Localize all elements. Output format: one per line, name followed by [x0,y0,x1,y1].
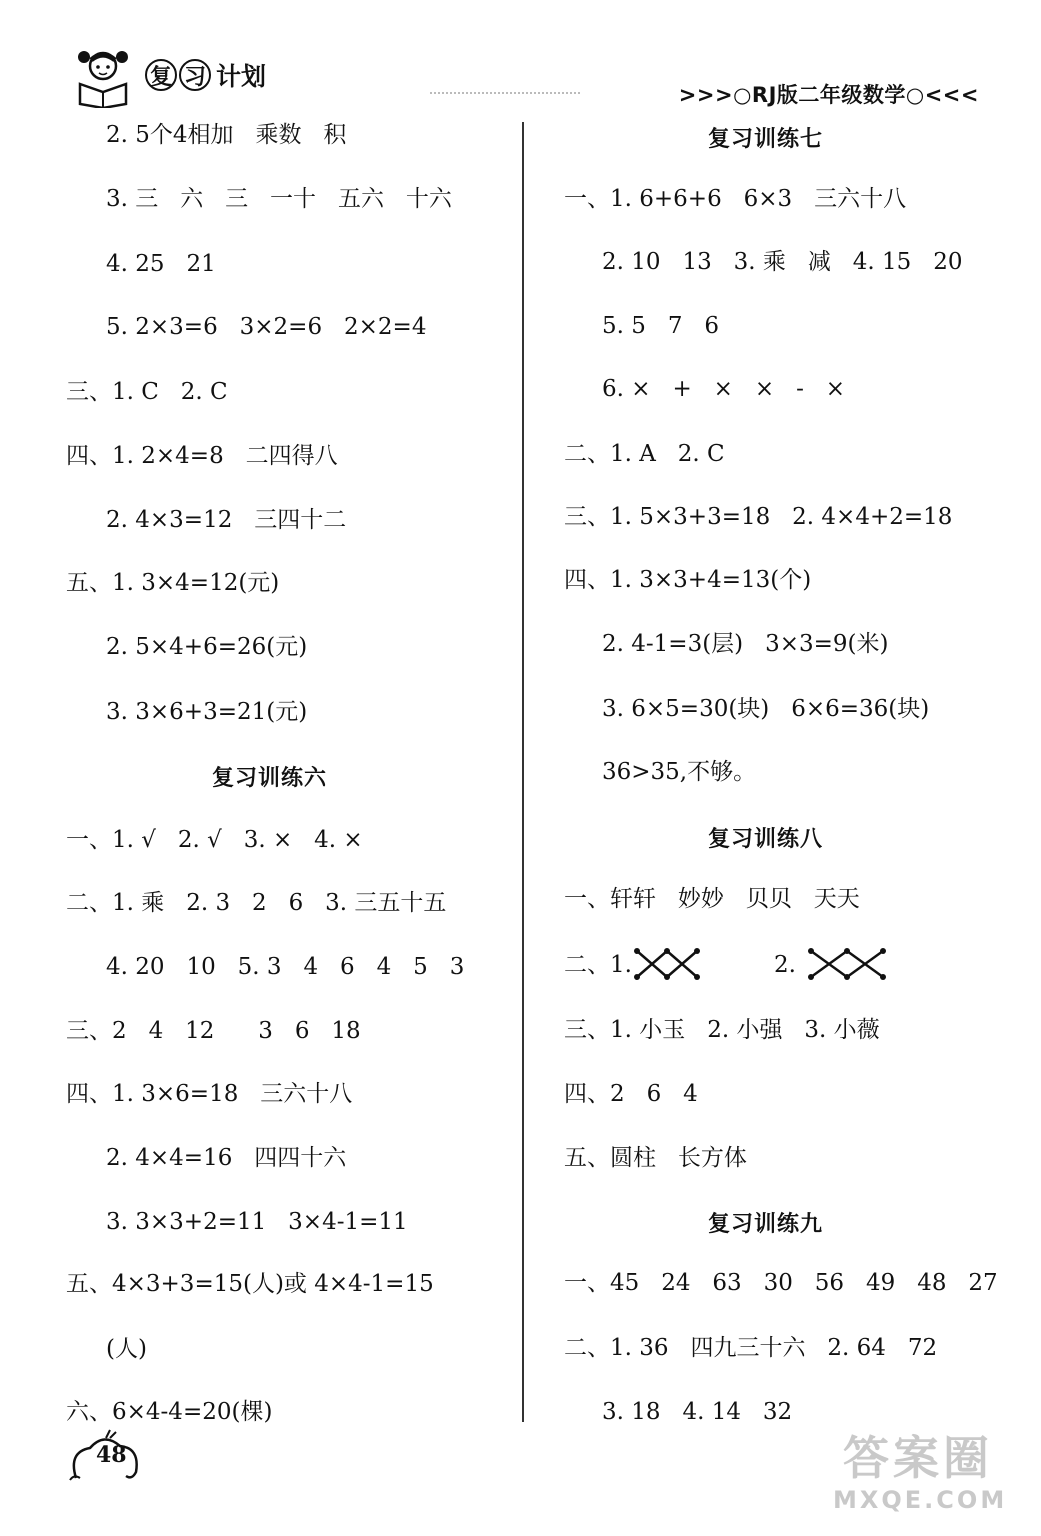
answer-line: 三、1. C 2. C [66,379,228,405]
answer-line: 4. 20 10 5. 3 4 6 4 5 3 [106,954,465,980]
section-title: 复习训练七 [708,127,824,152]
answer-line: 3. 三 六 三 一十 五六 十六 [106,186,452,212]
matching-lines-icon [632,946,702,982]
answer-line: 2. 5个4相加 乘数 积 [106,122,347,148]
title-rest: 计划 [216,62,267,91]
answer-line: 3. 6×5=30(块) 6×6=36(块) [602,696,930,722]
answer-line: 四、1. 3×3+4=13(个) [564,567,812,593]
watermark-logo: 答案圈 [843,1431,993,1485]
answer-line: 5. 5 7 6 [602,313,720,339]
title-char-2: 习 [179,59,211,91]
answer-line: 三、1. 小玉 2. 小强 3. 小薇 [564,1017,880,1043]
section-title: 复习训练八 [708,827,824,852]
answer-line: 36>35,不够。 [602,759,757,785]
answer-line: 三、2 4 12 3 6 18 [66,1018,361,1044]
answer-line: 2. 4-1=3(层) 3×3=9(米) [602,631,889,657]
title-char-1: 复 [145,59,177,91]
answer-line: 六、6×4-4=20(棵) [66,1399,273,1425]
answer-line: 一、轩轩 妙妙 贝贝 天天 [564,886,860,912]
answer-line: 五、1. 3×4=12(元) [66,570,280,596]
matching-lines-icon [806,946,888,982]
column-divider [522,122,524,1422]
answer-line: 二、1. 36 四九三十六 2. 64 72 [564,1335,938,1361]
answer-line: 3. 3×3+2=11 3×4-1=11 [106,1209,408,1235]
answer-prefix: 2. [774,952,796,978]
answer-line: 一、1. 6+6+6 6×3 三六十八 [564,186,907,212]
answer-line: 一、45 24 63 30 56 49 48 27 [564,1270,998,1296]
answer-line: 五、圆柱 长方体 [564,1145,747,1171]
answer-prefix: 二、1. [564,952,632,978]
answer-line: 一、1. √ 2. √ 3. × 4. × [66,827,363,853]
header-title [145,58,266,92]
answer-line: 二、1. A 2. C [564,441,725,467]
answer-line: 五、4×3+3=15(人)或 4×4-1=15 [66,1271,434,1297]
section-title: 复习训练九 [708,1212,824,1237]
answer-line: 三、1. 5×3+3=18 2. 4×4+2=18 [564,504,953,530]
section-title: 复习训练六 [212,766,328,791]
answer-line: 四、1. 2×4=8 二四得八 [66,443,338,469]
answer-line: 四、2 6 4 [564,1081,698,1107]
watermark [833,1430,1008,1522]
answer-line: 二、1. 乘 2. 3 2 6 3. 三五十五 [66,890,447,916]
answer-line: 4. 25 21 [106,251,216,277]
answer-line: 6. × + × × - × [602,376,846,402]
answer-line: 3. 3×6+3=21(元) [106,699,308,725]
answer-line: 2. 4×3=12 三四十二 [106,507,347,533]
answer-line: 2. 5×4+6=26(元) [106,634,308,660]
answer-line: (人) [106,1336,147,1362]
page-number: 48 [96,1442,127,1468]
header-dotted-divider [430,92,580,94]
answer-line: 2. 4×4=16 四四十六 [106,1145,347,1171]
girl-reading-logo [74,46,132,108]
answer-line: 四、1. 3×6=18 三六十八 [66,1081,353,1107]
answer-line: 5. 2×3=6 3×2=6 2×2=4 [106,314,427,340]
answer-line: 3. 18 4. 14 32 [602,1399,793,1425]
book-edition-label: >>>○RJ版二年级数学○<<< [678,83,979,107]
watermark-url: MXQE.COM [833,1486,1008,1514]
answer-line: 2. 10 13 3. 乘 减 4. 15 20 [602,249,963,275]
